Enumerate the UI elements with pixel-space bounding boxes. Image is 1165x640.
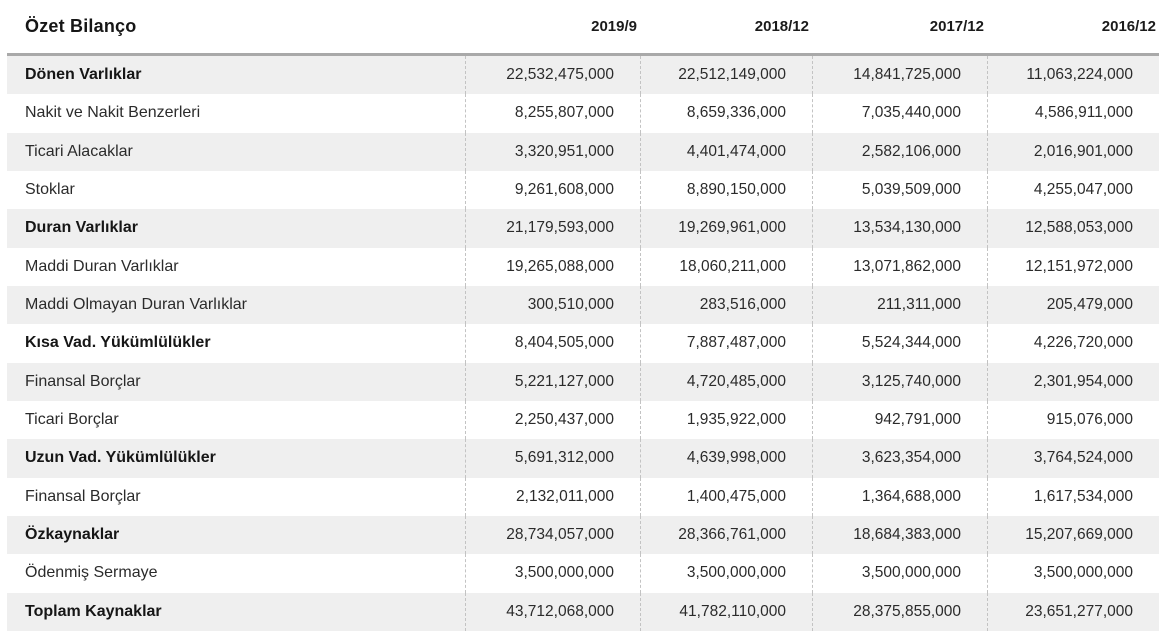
page-title: Özet Bilanço [25, 16, 137, 36]
row-value-2018-12: 28,366,761,000 [640, 516, 812, 554]
row-label: Duran Varlıklar [25, 219, 138, 237]
row-value-2019-9: 19,265,088,000 [465, 248, 640, 286]
row-value-2016-12: 23,651,277,000 [987, 593, 1159, 631]
row-value-2018-12: 8,659,336,000 [640, 94, 812, 132]
row-value-2018-12: 41,782,110,000 [640, 593, 812, 631]
row-value-2016-12: 2,301,954,000 [987, 363, 1159, 401]
row-value-2017-12: 5,524,344,000 [812, 324, 987, 362]
table-row [7, 94, 1159, 132]
row-value-2017-12: 13,071,862,000 [812, 248, 987, 286]
row-value-2016-12: 12,151,972,000 [987, 248, 1159, 286]
row-value-2019-9: 2,250,437,000 [465, 401, 640, 439]
row-label: Ödenmiş Sermaye [25, 564, 158, 582]
row-label: Finansal Borçlar [25, 372, 141, 390]
row-value-2016-12: 4,255,047,000 [987, 171, 1159, 209]
row-value-2017-12: 3,500,000,000 [812, 554, 987, 592]
row-value-2017-12: 211,311,000 [812, 286, 987, 324]
row-value-2016-12: 12,588,053,000 [987, 209, 1159, 247]
row-value-2019-9: 28,734,057,000 [465, 516, 640, 554]
table-row [7, 56, 1159, 94]
row-value-2018-12: 22,512,149,000 [640, 56, 812, 94]
table-row [7, 363, 1159, 401]
row-value-2019-9: 9,261,608,000 [465, 171, 640, 209]
table-row [7, 286, 1159, 324]
row-value-2018-12: 1,400,475,000 [640, 478, 812, 516]
row-value-2017-12: 7,035,440,000 [812, 94, 987, 132]
row-value-2019-9: 5,221,127,000 [465, 363, 640, 401]
row-value-2018-12: 4,639,998,000 [640, 439, 812, 477]
row-label: Ticari Alacaklar [25, 142, 133, 160]
row-value-2018-12: 4,720,485,000 [640, 363, 812, 401]
table-row [7, 248, 1159, 286]
row-value-2017-12: 942,791,000 [812, 401, 987, 439]
row-label: Kısa Vad. Yükümlülükler [25, 334, 211, 352]
row-value-2016-12: 4,226,720,000 [987, 324, 1159, 362]
row-label: Ticari Borçlar [25, 411, 119, 429]
row-value-2018-12: 283,516,000 [640, 286, 812, 324]
row-value-2017-12: 18,684,383,000 [812, 516, 987, 554]
row-value-2019-9: 8,255,807,000 [465, 94, 640, 132]
row-label: Özkaynaklar [25, 526, 120, 544]
row-label: Stoklar [25, 181, 75, 199]
table-row [7, 439, 1159, 477]
row-value-2016-12: 15,207,669,000 [987, 516, 1159, 554]
row-value-2017-12: 1,364,688,000 [812, 478, 987, 516]
row-value-2018-12: 3,500,000,000 [640, 554, 812, 592]
row-label: Uzun Vad. Yükümlülükler [25, 449, 216, 467]
column-header-2018-12: 2018/12 [754, 18, 809, 35]
row-value-2019-9: 22,532,475,000 [465, 56, 640, 94]
row-value-2018-12: 8,890,150,000 [640, 171, 812, 209]
row-label: Nakit ve Nakit Benzerleri [25, 104, 201, 122]
row-value-2017-12: 2,582,106,000 [812, 133, 987, 171]
row-value-2016-12: 2,016,901,000 [987, 133, 1159, 171]
row-value-2019-9: 21,179,593,000 [465, 209, 640, 247]
column-header-2019-9: 2019/9 [591, 18, 637, 35]
table-header-row [7, 0, 1159, 53]
row-value-2017-12: 5,039,509,000 [812, 171, 987, 209]
row-value-2016-12: 1,617,534,000 [987, 478, 1159, 516]
row-value-2016-12: 4,586,911,000 [987, 94, 1159, 132]
row-value-2017-12: 28,375,855,000 [812, 593, 987, 631]
row-value-2018-12: 1,935,922,000 [640, 401, 812, 439]
table-row [7, 401, 1159, 439]
row-label: Maddi Olmayan Duran Varlıklar [25, 296, 248, 314]
table-body [7, 56, 1159, 631]
table-row [7, 516, 1159, 554]
column-header-2016-12: 2016/12 [1101, 18, 1156, 35]
table-row [7, 209, 1159, 247]
row-value-2019-9: 43,712,068,000 [465, 593, 640, 631]
row-label: Dönen Varlıklar [25, 66, 142, 84]
table-row [7, 478, 1159, 516]
row-label: Finansal Borçlar [25, 487, 141, 505]
table-row [7, 593, 1159, 631]
row-value-2017-12: 14,841,725,000 [812, 56, 987, 94]
row-label: Maddi Duran Varlıklar [25, 257, 179, 275]
row-value-2019-9: 2,132,011,000 [465, 478, 640, 516]
row-value-2019-9: 300,510,000 [465, 286, 640, 324]
row-value-2018-12: 7,887,487,000 [640, 324, 812, 362]
row-value-2016-12: 915,076,000 [987, 401, 1159, 439]
row-value-2018-12: 4,401,474,000 [640, 133, 812, 171]
row-value-2018-12: 19,269,961,000 [640, 209, 812, 247]
row-value-2019-9: 3,500,000,000 [465, 554, 640, 592]
row-label: Toplam Kaynaklar [25, 602, 162, 620]
table-row [7, 171, 1159, 209]
row-value-2019-9: 8,404,505,000 [465, 324, 640, 362]
column-header-2017-12: 2017/12 [929, 18, 984, 35]
row-value-2016-12: 11,063,224,000 [987, 56, 1159, 94]
row-value-2016-12: 205,479,000 [987, 286, 1159, 324]
table-row [7, 554, 1159, 592]
row-value-2017-12: 3,125,740,000 [812, 363, 987, 401]
table-row [7, 324, 1159, 362]
row-value-2018-12: 18,060,211,000 [640, 248, 812, 286]
balance-sheet-table [7, 0, 1159, 631]
row-value-2017-12: 13,534,130,000 [812, 209, 987, 247]
row-value-2016-12: 3,500,000,000 [987, 554, 1159, 592]
row-value-2016-12: 3,764,524,000 [987, 439, 1159, 477]
row-value-2019-9: 3,320,951,000 [465, 133, 640, 171]
row-value-2019-9: 5,691,312,000 [465, 439, 640, 477]
row-value-2017-12: 3,623,354,000 [812, 439, 987, 477]
table-row [7, 133, 1159, 171]
